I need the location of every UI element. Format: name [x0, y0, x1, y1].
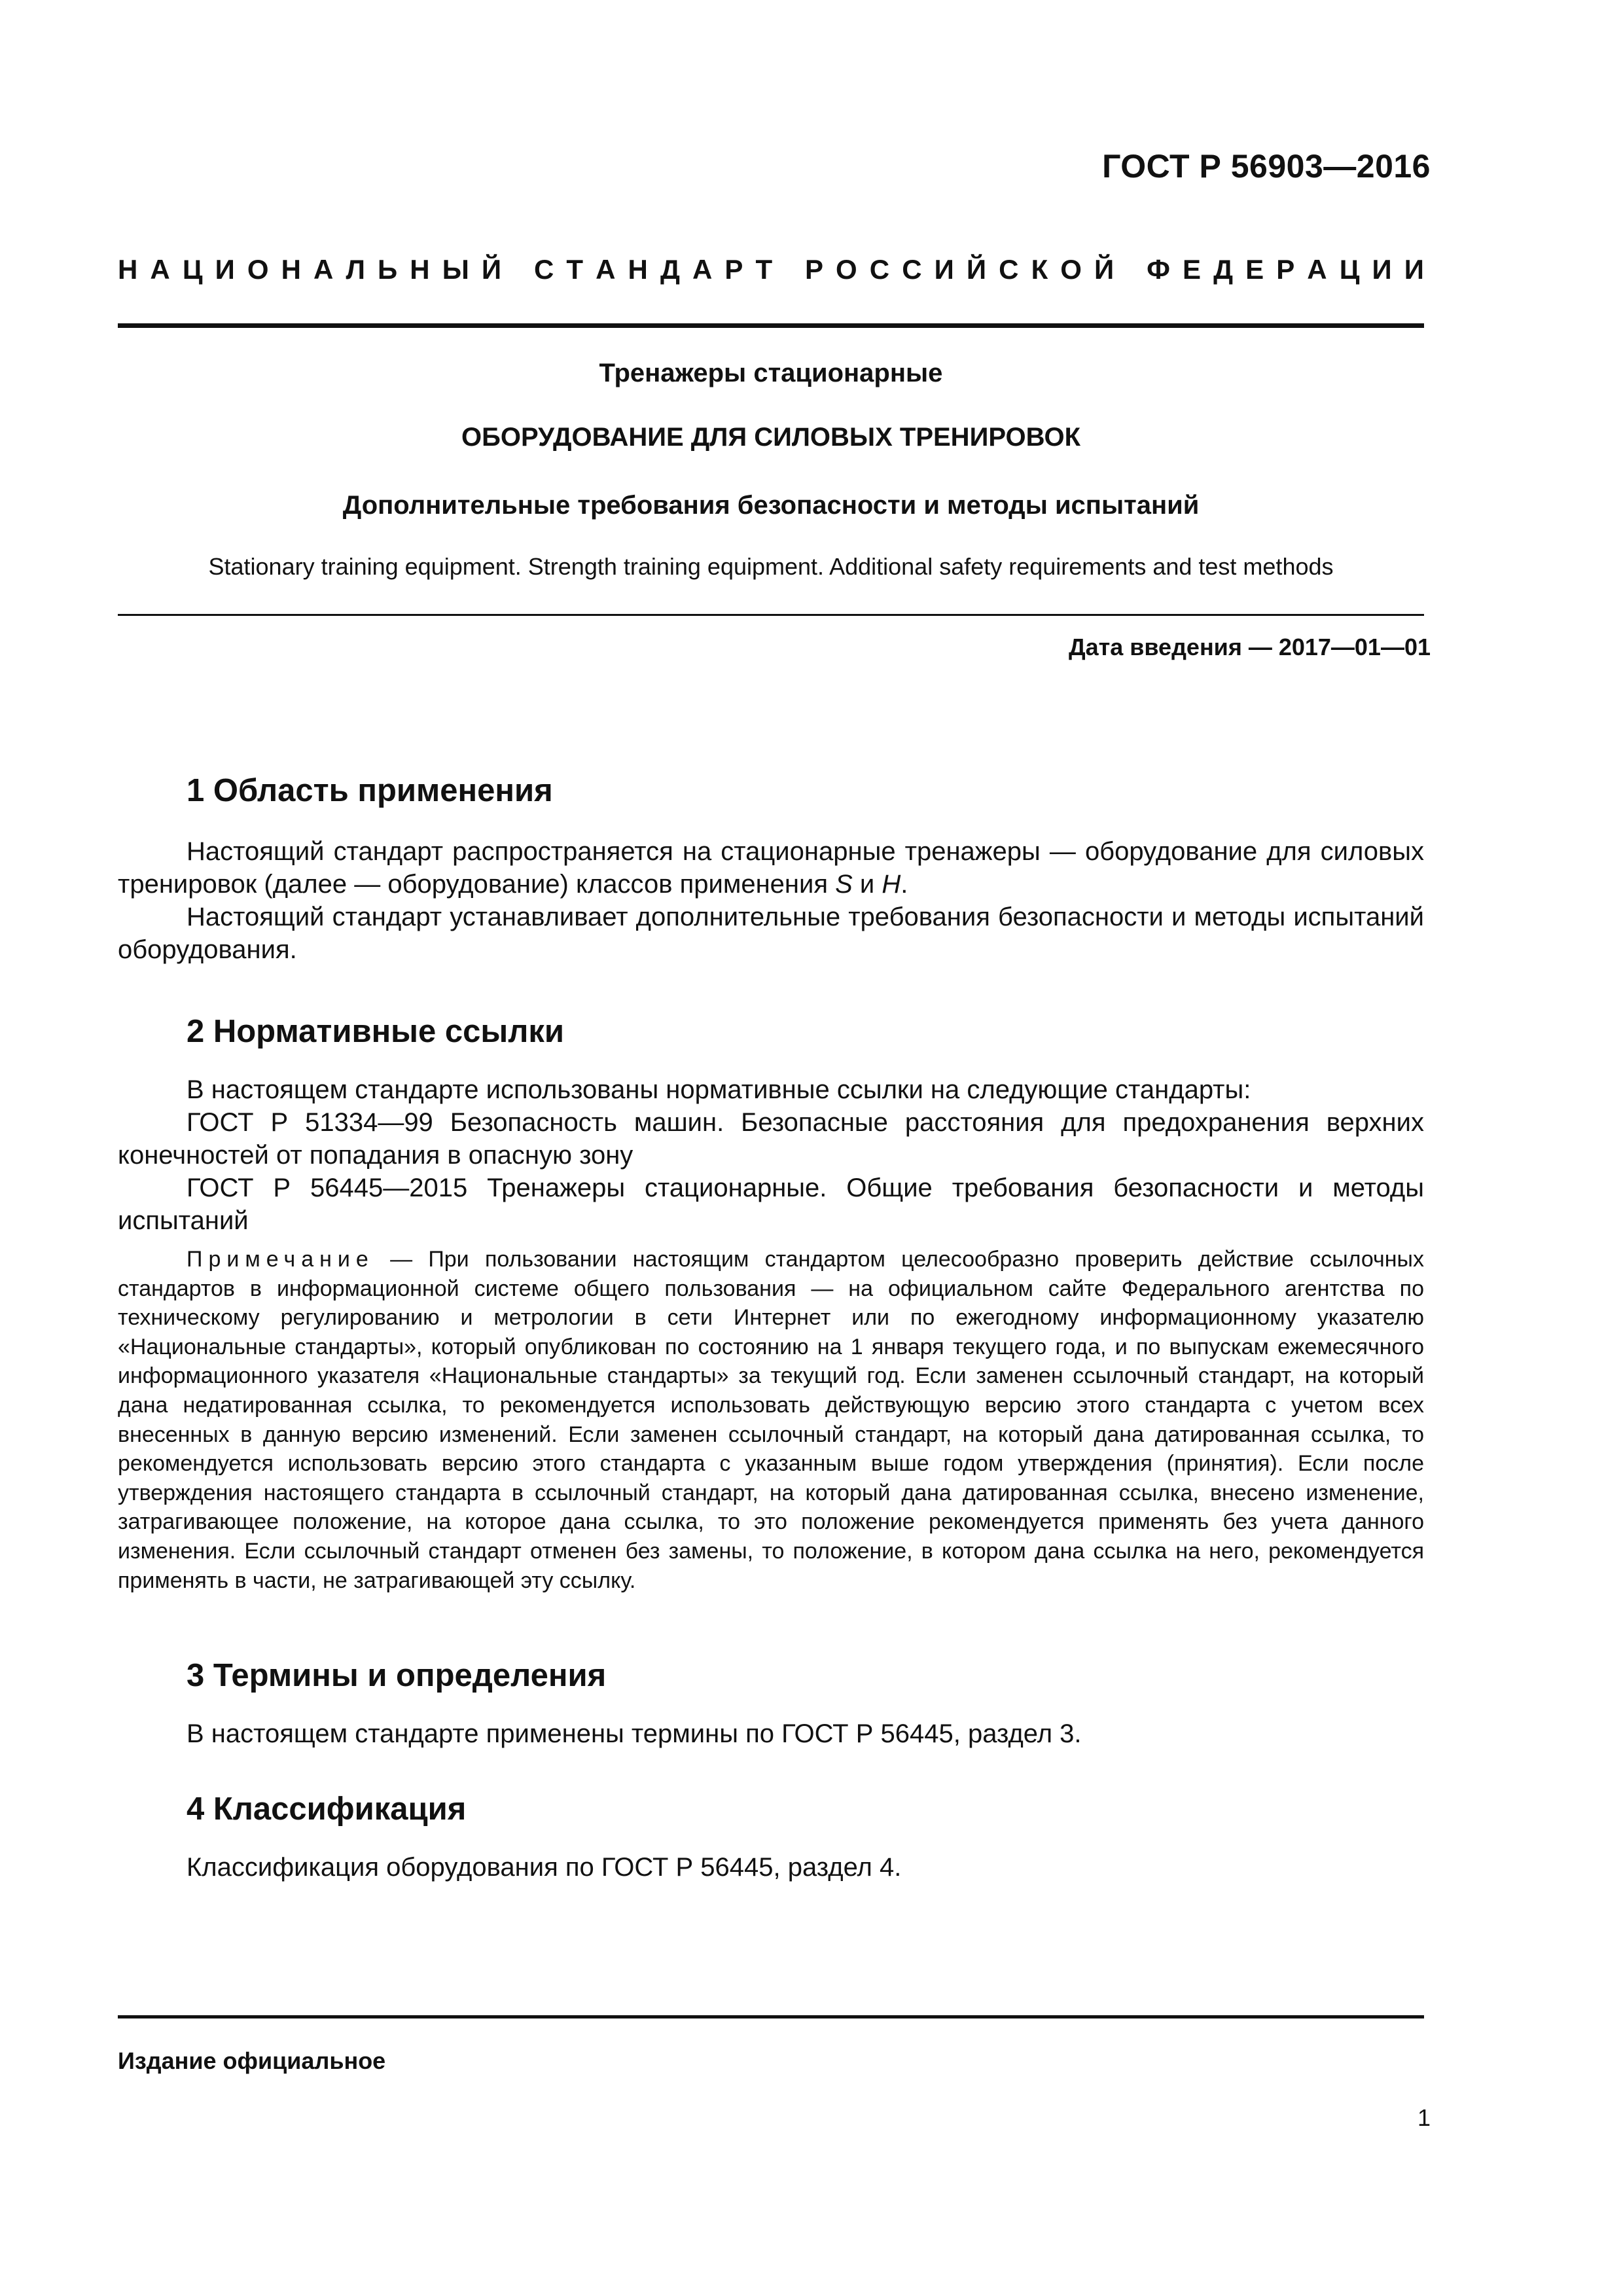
title-letter: С	[533, 254, 554, 285]
reference-gost-51334: ГОСТ Р 51334—99 Безопасность машин. Безопасные расстояния для предохранения верхних конечностей от попадания в опасную зону	[118, 1108, 1424, 1170]
title-letter: Р	[1276, 254, 1295, 285]
title-line-1: Тренажеры стационарные	[599, 359, 943, 387]
title-letter: А	[150, 254, 170, 285]
title-letter: Н	[628, 254, 648, 285]
title-letter: Ф	[1147, 254, 1170, 285]
title-letter: И	[934, 254, 954, 285]
title-line-3: Дополнительные требования безопасности и методы испытаний	[342, 491, 1200, 520]
section-3-heading: 3 Термины и определения	[187, 1658, 607, 1693]
reference-gost-56445: ГОСТ Р 56445—2015 Тренажеры стационарные. Общие требования безопасности и методы испытаний	[118, 1174, 1424, 1235]
section-4-paragraph-1: Классификация оборудования по ГОСТ Р 56445, раздел 4.	[187, 1853, 902, 1882]
edition-label: Издание официальное	[118, 2047, 386, 2074]
section-1-paragraph-1-text: Настоящий стандарт распространяется на стационарные тренажеры — оборудование для силовых тренировок (далее — оборудование) классов применения	[118, 837, 1424, 899]
sentence-end: .	[901, 870, 908, 899]
title-letter: Ц	[182, 254, 203, 285]
introduction-date: Дата введения — 2017—01—01	[1068, 634, 1431, 660]
section-1-paragraph-2: Настоящий стандарт устанавливает дополнительные требования безопасности и методы испытаний оборудования.	[118, 903, 1424, 964]
title-letter: И	[1372, 254, 1392, 285]
title-letter: К	[1031, 254, 1048, 285]
section-1-paragraph-1	[118, 835, 1424, 901]
title-letter: Ь	[378, 254, 398, 285]
national-standard-title	[118, 254, 1424, 285]
title-space	[785, 254, 793, 285]
title-letter: С	[902, 254, 922, 285]
note-text: — При пользовании настоящим стандартом целесообразно проверить действие ссылочных стандартов в информационной системе общего пользования — на официальном сайте Федерального агентства по техническому регулированию и метрологии в сети Интернет или по ежегодному информационному указателю «Национальные стандарты», который опубликован по состоянию на 1 января текущего года, и по выпускам ежемесячного информационного указателя «Национальные стандарты» за текущий год. Если заменен ссылочный стандарт, на который дана недатированная ссылка, то рекомендуется использовать действующую версию этого стандарта с учетом всех внесенных в данную версию изменений. Если заменен ссылочный стандарт, на который дана датированная ссылка, то рекомендуется использовать версию этого стандарта с указанным выше годом утверждения (принятия). Если после утверждения настоящего стандарта в ссылочный стандарт, на который дана датированная ссылка, внесено изменение, затрагивающее положение, на которое дана ссылка, то это положение рекомендуется применять без учета данного изменения. Если ссылочный стандарт отменен без замены, то положение, в котором дана ссылка на него, рекомендуется применять в части, не затрагивающей эту ссылку.	[118, 1247, 1424, 1593]
title-letter: Л	[346, 254, 365, 285]
title-letter: С	[869, 254, 890, 285]
title-letter: Д	[1213, 254, 1234, 285]
title-letter: Т	[755, 254, 773, 285]
title-letter: А	[313, 254, 334, 285]
title-letter: А	[692, 254, 713, 285]
section-4-heading: 4 Классификация	[187, 1791, 467, 1827]
title-letter: Ы	[442, 254, 469, 285]
title-letter: Н	[410, 254, 430, 285]
section-2-paragraph-1: В настоящем стандарте использованы нормативные ссылки на следующие стандарты:	[187, 1075, 1251, 1104]
title-letter: О	[1060, 254, 1082, 285]
title-rule	[118, 614, 1424, 616]
title-letter: С	[999, 254, 1019, 285]
title-space	[514, 254, 522, 285]
english-title: Stationary training equipment. Strength training equipment. Additional safety requirements and test methods	[208, 553, 1334, 580]
title-line-2: ОБОРУДОВАНИЕ ДЛЯ СИЛОВЫХ ТРЕНИРОВОК	[461, 423, 1080, 452]
title-letter: Р	[724, 254, 743, 285]
section-3-paragraph-1: В настоящем стандарте применены термины по ГОСТ Р 56445, раздел 3.	[187, 1719, 1082, 1748]
title-letter: И	[215, 254, 235, 285]
section-1-heading: 1 Область применения	[187, 773, 553, 808]
title-letter: Й	[481, 254, 502, 285]
title-letter: Е	[1245, 254, 1264, 285]
title-letter: О	[836, 254, 857, 285]
standard-number: ГОСТ Р 56903—2016	[1102, 148, 1431, 185]
title-letter: И	[1404, 254, 1424, 285]
class-h: H	[882, 870, 901, 899]
title-space	[1126, 254, 1134, 285]
class-s: S	[835, 870, 853, 899]
title-letter: Д	[660, 254, 680, 285]
title-letter: Й	[1094, 254, 1115, 285]
title-letter: Т	[566, 254, 584, 285]
note-paragraph	[118, 1245, 1424, 1595]
title-letter: А	[1307, 254, 1327, 285]
title-letter: Ц	[1339, 254, 1360, 285]
title-letter: Н	[281, 254, 301, 285]
title-letter: Н	[118, 254, 138, 285]
title-letter: А	[596, 254, 616, 285]
page-number: 1	[1417, 2104, 1431, 2131]
title-letter: Й	[966, 254, 987, 285]
section-2-heading: 2 Нормативные ссылки	[187, 1014, 564, 1049]
top-rule	[118, 323, 1424, 328]
note-label: Примечание	[187, 1247, 374, 1272]
title-letter: Е	[1183, 254, 1202, 285]
and-text: и	[852, 870, 882, 899]
footer-rule	[118, 2015, 1424, 2018]
title-letter: Р	[804, 254, 823, 285]
title-letter: О	[247, 254, 269, 285]
